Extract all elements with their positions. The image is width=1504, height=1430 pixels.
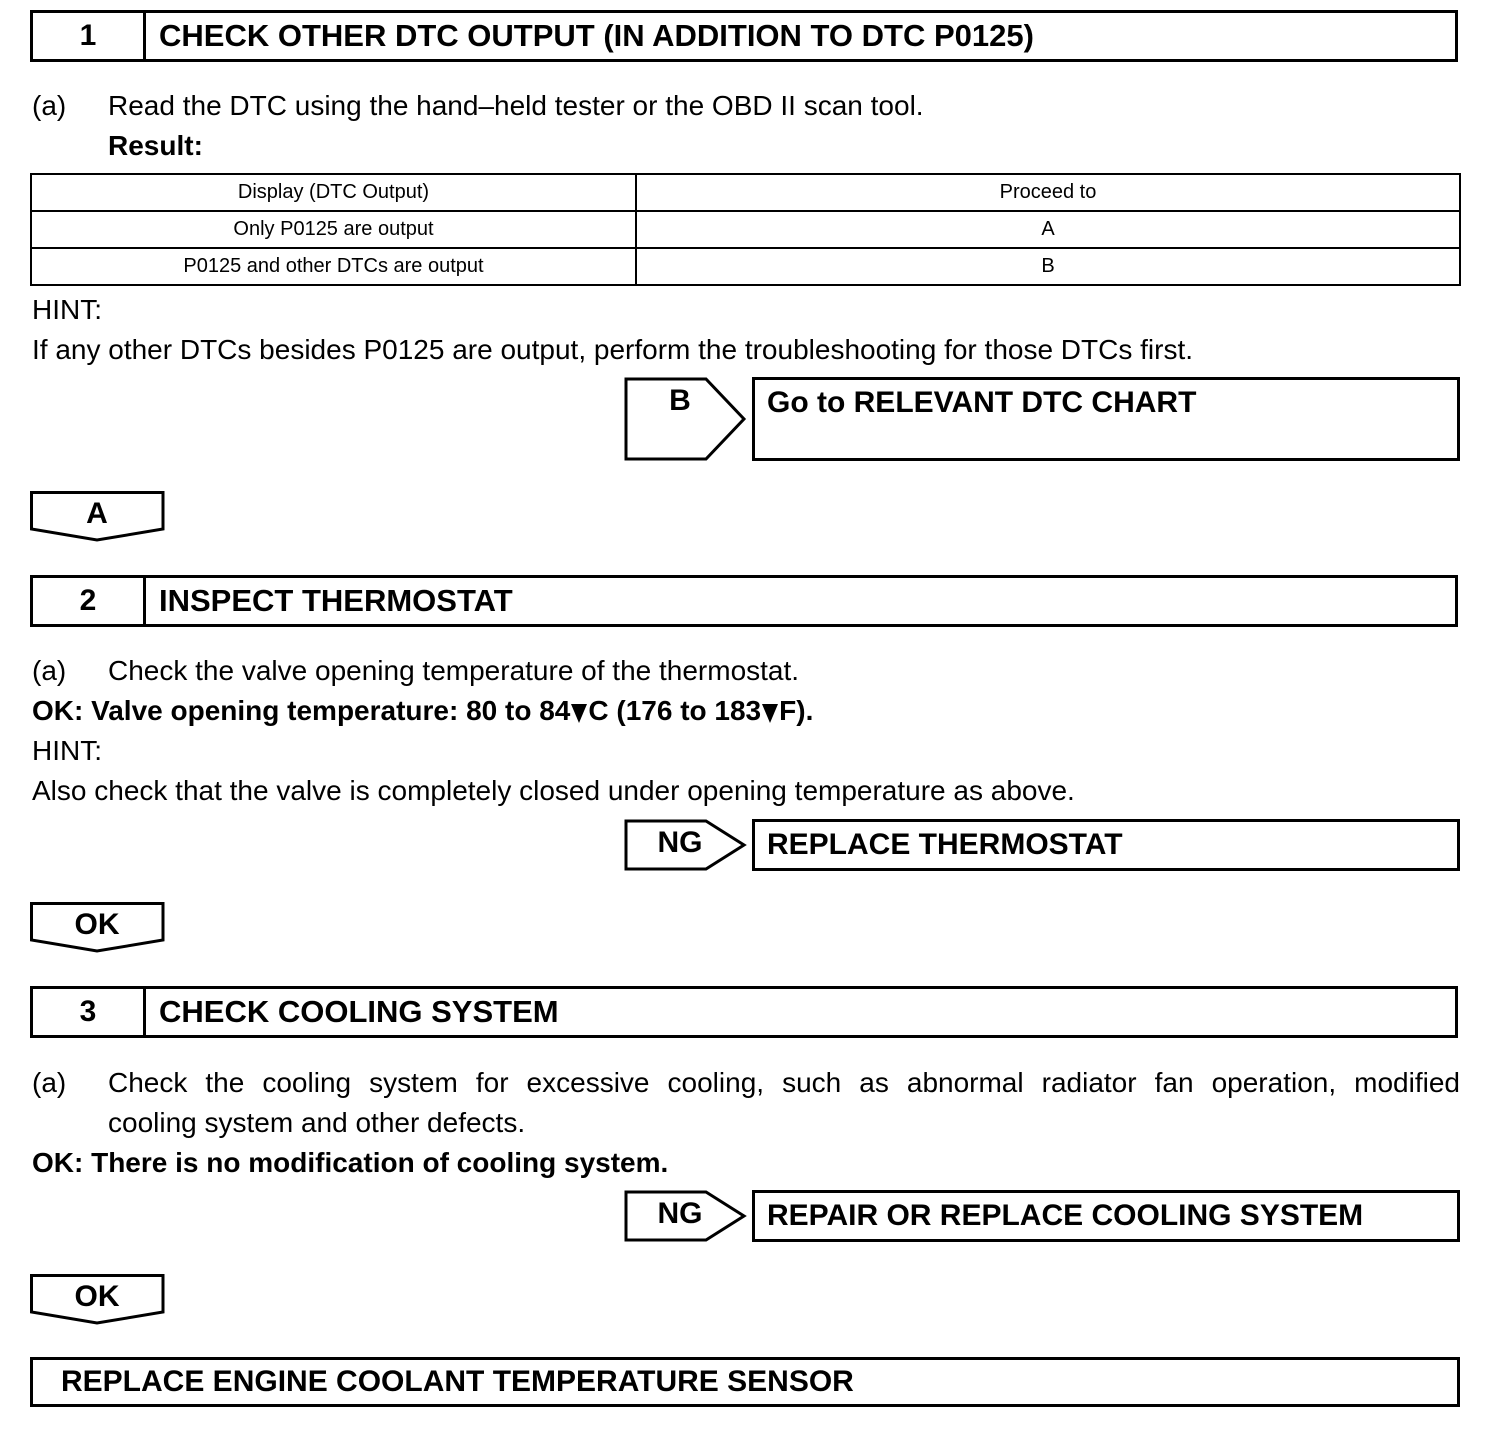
step-2-hint-label: HINT: [32, 735, 102, 766]
ok-spec-unit-1: C [588, 695, 609, 726]
step-1-item-label: (a) [32, 90, 67, 121]
step-3-ng-action-box [752, 1190, 1460, 1242]
table-row [31, 248, 1460, 285]
ok-spec-part-3: ). [796, 695, 814, 726]
step-1-hint-label: HINT: [32, 294, 102, 325]
ok-spec-part-1: OK: Valve opening temperature: 80 to 84 [32, 695, 571, 726]
step-3-title: CHECK COOLING SYSTEM [159, 994, 559, 1029]
step-2-item-text: Check the valve opening temperature of the thermostat. [108, 655, 800, 686]
step-1-hint-text: If any other DTCs besides P0125 are output, perform the troubleshooting for those DTCs first. [32, 334, 1194, 365]
ok-spec-unit-2: F [779, 695, 797, 726]
step-2-ng-label: NG [657, 826, 703, 859]
degree-mark-icon [761, 691, 779, 731]
step-3-ng-label: NG [657, 1197, 703, 1230]
branch-b-label: B [669, 384, 691, 417]
table-header-display: Display (DTC Output) [31, 174, 636, 211]
next-a-label: A [86, 497, 108, 530]
step-3-number: 3 [33, 989, 146, 1035]
step-2-ok-spec [32, 691, 813, 731]
step-1-title: CHECK OTHER DTC OUTPUT (IN ADDITION TO DTC P0125) [159, 18, 1034, 53]
step-2-ok-label: OK [74, 908, 120, 941]
table-cell: A [636, 211, 1460, 248]
table-row [31, 211, 1460, 248]
step-2-ng-action-text: REPLACE THERMOSTAT [767, 828, 1123, 861]
table-header-row [31, 174, 1460, 211]
ok-spec-part-2: (176 to 183 [608, 695, 762, 726]
step-3-ok-spec: OK: There is no modification of cooling system. [32, 1147, 669, 1178]
final-action-text: REPLACE ENGINE COOLANT TEMPERATURE SENSOR [61, 1365, 854, 1398]
step-2-number: 2 [33, 578, 146, 624]
step-3-header [30, 986, 1458, 1038]
step-2-hint-text: Also check that the valve is completely closed under opening temperature as above. [32, 775, 1075, 806]
step-2-item-label: (a) [32, 655, 67, 686]
step-3-ok-label: OK [74, 1280, 120, 1313]
result-table [30, 173, 1461, 286]
step-3-item-label: (a) [32, 1067, 67, 1098]
branch-b-action-text: Go to RELEVANT DTC CHART [767, 386, 1197, 419]
final-action-box [30, 1357, 1460, 1407]
step-2-header [30, 575, 1458, 627]
branch-b-action-box [752, 377, 1460, 461]
degree-mark-icon [570, 691, 588, 731]
step-1-result-label: Result: [108, 130, 203, 161]
step-2-ng-action-box [752, 819, 1460, 871]
step-3-item-text-line-2: cooling system and other defects. [108, 1107, 526, 1138]
step-1-item-text: Read the DTC using the hand–held tester or the OBD II scan tool. [108, 90, 924, 121]
table-cell: B [636, 248, 1460, 285]
table-header-proceed: Proceed to [636, 174, 1460, 211]
step-3-item-text-line-1: Check the cooling system for excessive cooling, such as abnormal radiator fan operation, modified [108, 1067, 1460, 1098]
table-cell: P0125 and other DTCs are output [31, 248, 636, 285]
step-1-header [30, 10, 1458, 62]
step-3-ng-action-text: REPAIR OR REPLACE COOLING SYSTEM [767, 1199, 1364, 1232]
step-1-number: 1 [33, 13, 146, 59]
step-2-title: INSPECT THERMOSTAT [159, 583, 513, 618]
table-cell: Only P0125 are output [31, 211, 636, 248]
